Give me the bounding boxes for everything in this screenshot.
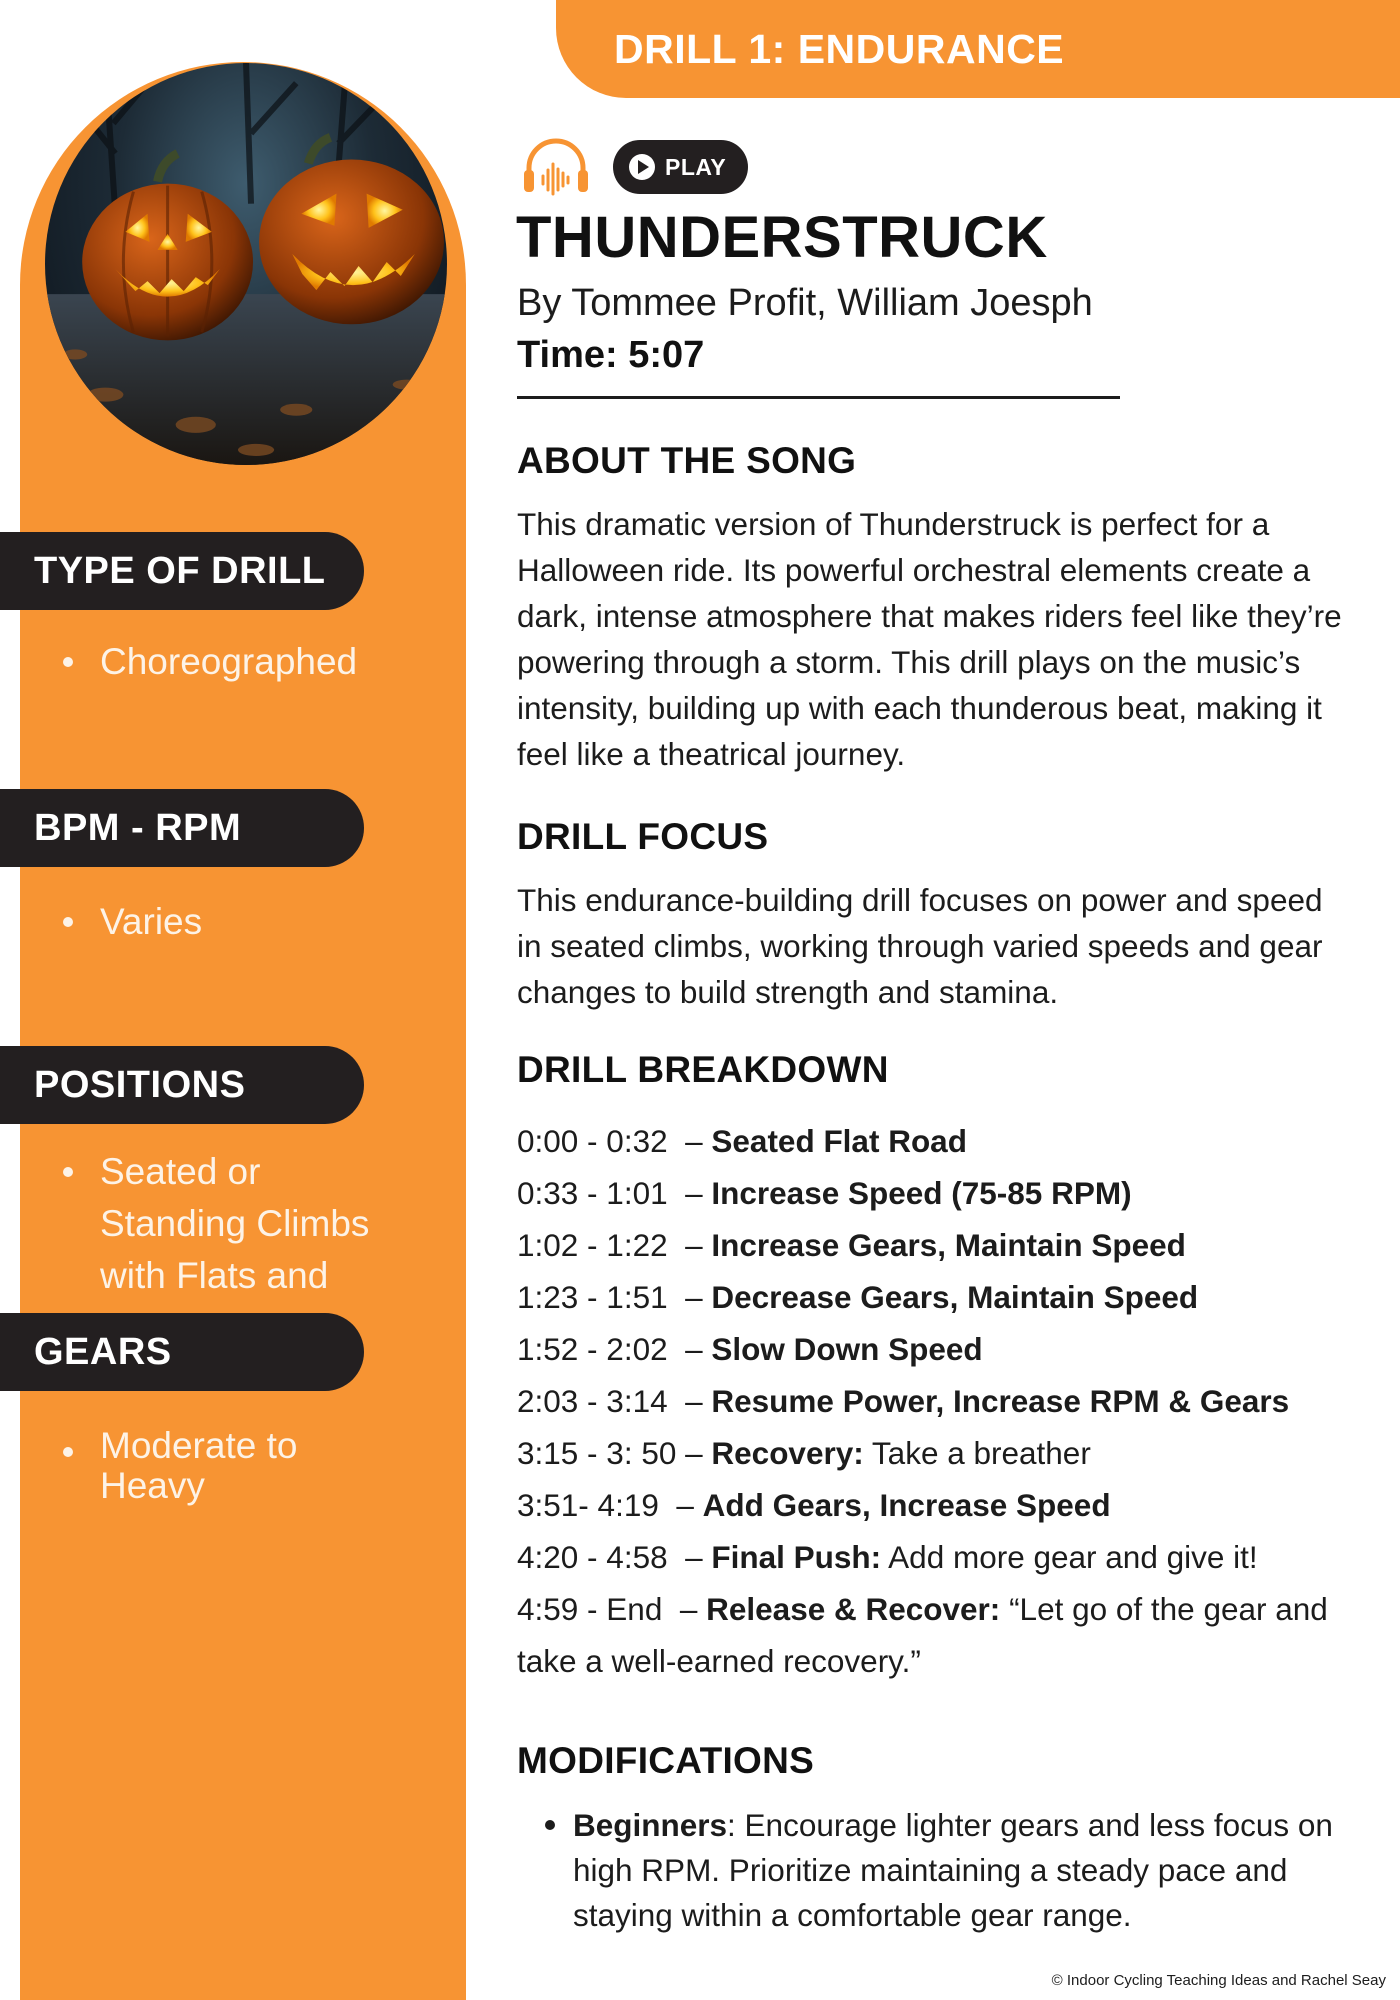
copyright-footer: © Indoor Cycling Teaching Ideas and Rachel Seay [1051,1972,1386,1989]
gears-heading: GEARS [0,1313,364,1391]
drill-title-tab: DRILL 1: ENDURANCE [556,0,1400,98]
list-item: Choreographed [60,636,440,688]
type-of-drill-list [60,636,440,688]
list-item: Varies [60,896,440,948]
list-item: Beginners: Encourage lighter gears and less focus on high RPM. Prioritize maintaining a steady pace and staying within a comfortable gear range. [545,1803,1335,1938]
positions-heading: POSITIONS [0,1046,364,1124]
play-label: PLAY [665,153,727,180]
list-item: Seated or Standing Climbs with Flats and [60,1146,400,1302]
audio-player [521,136,748,198]
pumpkins-illustration [45,63,447,465]
breakdown-row: 2:03 - 3:14 – Resume Power, Increase RPM & Gears [517,1383,1290,1419]
breakdown-row: 3:15 - 3: 50 – Recovery: Take a breather [517,1435,1091,1471]
song-artist: By Tommee Profit, William Joesph [517,282,1093,324]
type-of-drill-heading: TYPE OF DRILL [0,532,364,610]
about-text: This dramatic version of Thunderstruck is perfect for a Halloween ride. Its powerful orchestral elements create a dark, intense atmosphere that makes riders feel like they’re powering through a storm. This drill plays on the music’s intensity, building up with each thunderous beat, making it feel like a theatrical journey. [517,506,1342,772]
divider [517,396,1120,399]
breakdown-row: 1:52 - 2:02 – Slow Down Speed [517,1331,983,1367]
play-circle-icon [627,152,657,182]
drill-breakdown-heading: DRILL BREAKDOWN [517,1049,889,1090]
song-title: THUNDERSTRUCK [516,205,1048,270]
headphones-waveform-icon[interactable] [521,136,591,198]
drill-focus-text: This endurance-building drill focuses on power and speed in seated climbs, working through varied speeds and gear changes to build strength and stamina. [517,882,1323,1010]
breakdown-row: 4:20 - 4:58 – Final Push: Add more gear and give it! [517,1539,1258,1575]
modifications-list [545,1803,1335,1938]
drill-breakdown-list [517,1115,1377,1687]
modifications-heading: MODIFICATIONS [517,1740,815,1781]
list-item: Moderate to Heavy [60,1426,360,1506]
breakdown-row: 0:33 - 1:01 – Increase Speed (75-85 RPM) [517,1175,1132,1211]
about-heading: ABOUT THE SONG [517,440,857,481]
breakdown-row: 4:59 - End – Release & Recover: “Let go of the gear and take a well-earned recovery.” [517,1591,1328,1679]
gears-list [60,1426,360,1506]
breakdown-row: 0:00 - 0:32 – Seated Flat Road [517,1123,967,1159]
breakdown-row: 1:02 - 1:22 – Increase Gears, Maintain Speed [517,1227,1186,1263]
jack-o-lantern-pumpkins-photo [45,63,447,465]
bpm-rpm-list [60,896,440,948]
drill-focus-heading: DRILL FOCUS [517,816,769,857]
bpm-rpm-heading: BPM - RPM [0,789,364,867]
breakdown-row: 3:51- 4:19 – Add Gears, Increase Speed [517,1487,1111,1523]
positions-list [60,1146,400,1302]
play-button[interactable] [613,140,748,194]
breakdown-row: 1:23 - 1:51 – Decrease Gears, Maintain Speed [517,1279,1199,1315]
song-time: Time: 5:07 [517,334,705,376]
